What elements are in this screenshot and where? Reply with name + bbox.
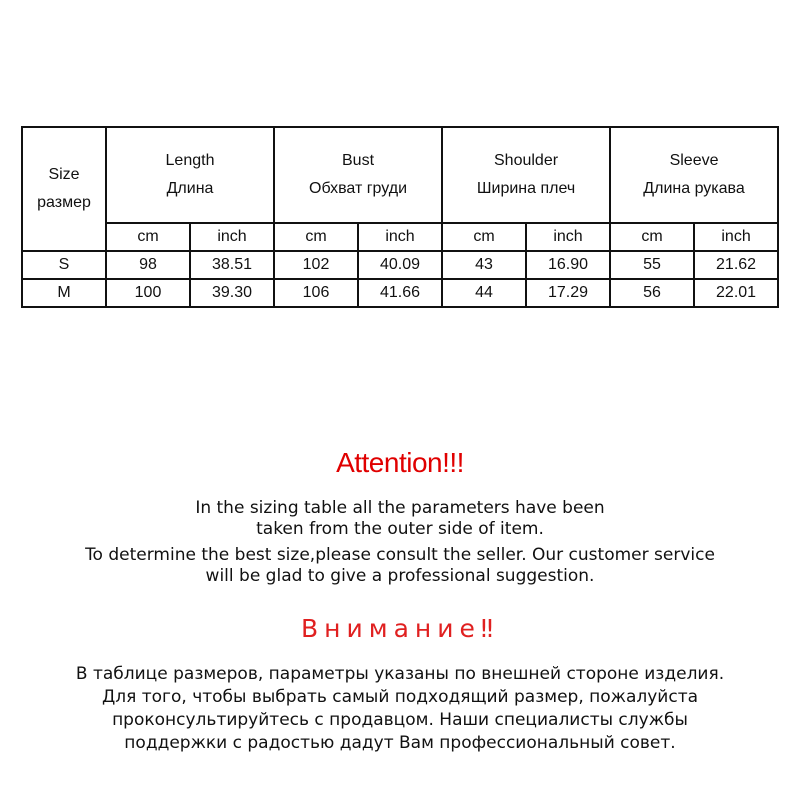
length-header-ru: Длина xyxy=(166,180,214,197)
value-cell: 21.62 xyxy=(694,251,778,279)
value-cell: 44 xyxy=(442,279,526,307)
value-cell: 56 xyxy=(610,279,694,307)
unit-cell: inch xyxy=(358,223,442,251)
value-cell: 17.29 xyxy=(526,279,610,307)
english-note-line: In the sizing table all the parameters have been xyxy=(195,498,605,518)
unit-cell: inch xyxy=(526,223,610,251)
unit-cell: cm xyxy=(442,223,526,251)
english-note-line: will be glad to give a professional suggestion. xyxy=(205,566,595,586)
size-header-en: Size xyxy=(48,166,80,183)
russian-note-line: поддержки с радостью дадут Вам профессиональный совет. xyxy=(124,733,676,753)
unit-cell: cm xyxy=(610,223,694,251)
attention-heading: Attention!!! xyxy=(336,447,464,478)
table-row-m xyxy=(22,279,778,307)
value-cell: 40.09 xyxy=(358,251,442,279)
russian-note-line: Для того, чтобы выбрать самый подходящий размер, пожалуйста xyxy=(101,687,699,707)
unit-cell: cm xyxy=(106,223,190,251)
bust-header-ru: Обхват груди xyxy=(309,180,408,197)
shoulder-header-ru: Ширина плеч xyxy=(476,180,576,197)
english-note-paragraph-2 xyxy=(0,545,800,587)
value-cell: 98 xyxy=(106,251,190,279)
size-header-cell xyxy=(22,127,106,251)
length-header-cell xyxy=(106,127,274,223)
value-cell: 16.90 xyxy=(526,251,610,279)
bust-header-en: Bust xyxy=(342,152,375,169)
shoulder-header-en: Shoulder xyxy=(494,152,559,169)
english-note-line: To determine the best size,please consult the seller. Our customer service xyxy=(85,545,715,565)
sleeve-header-ru: Длина рукава xyxy=(643,180,745,197)
russian-attention-heading: Внимание‼ xyxy=(300,614,500,643)
unit-cell: cm xyxy=(274,223,358,251)
english-note-line: taken from the outer side of item. xyxy=(256,519,544,539)
value-cell: 102 xyxy=(274,251,358,279)
unit-cell: inch xyxy=(694,223,778,251)
size-chart-table xyxy=(21,126,779,308)
unit-cell: inch xyxy=(190,223,274,251)
value-cell: 106 xyxy=(274,279,358,307)
value-cell: 55 xyxy=(610,251,694,279)
table-row-s xyxy=(22,251,778,279)
size-header-ru: размер xyxy=(37,194,91,211)
russian-note-line: проконсультируйтесь с продавцом. Наши специалисты службы xyxy=(112,710,688,730)
sleeve-header-en: Sleeve xyxy=(669,152,719,169)
length-header-en: Length xyxy=(165,152,215,169)
table-header-row xyxy=(22,127,778,223)
value-cell: 41.66 xyxy=(358,279,442,307)
english-note-paragraph-1 xyxy=(0,498,800,540)
russian-note-paragraph xyxy=(0,663,800,755)
units-row xyxy=(22,223,778,251)
sleeve-header-cell xyxy=(610,127,778,223)
size-cell: M xyxy=(22,279,106,307)
value-cell: 38.51 xyxy=(190,251,274,279)
value-cell: 39.30 xyxy=(190,279,274,307)
size-cell: S xyxy=(22,251,106,279)
shoulder-header-cell xyxy=(442,127,610,223)
bust-header-cell xyxy=(274,127,442,223)
russian-note-line: В таблице размеров, параметры указаны по внешней стороне изделия. xyxy=(75,664,725,684)
value-cell: 100 xyxy=(106,279,190,307)
value-cell: 22.01 xyxy=(694,279,778,307)
value-cell: 43 xyxy=(442,251,526,279)
